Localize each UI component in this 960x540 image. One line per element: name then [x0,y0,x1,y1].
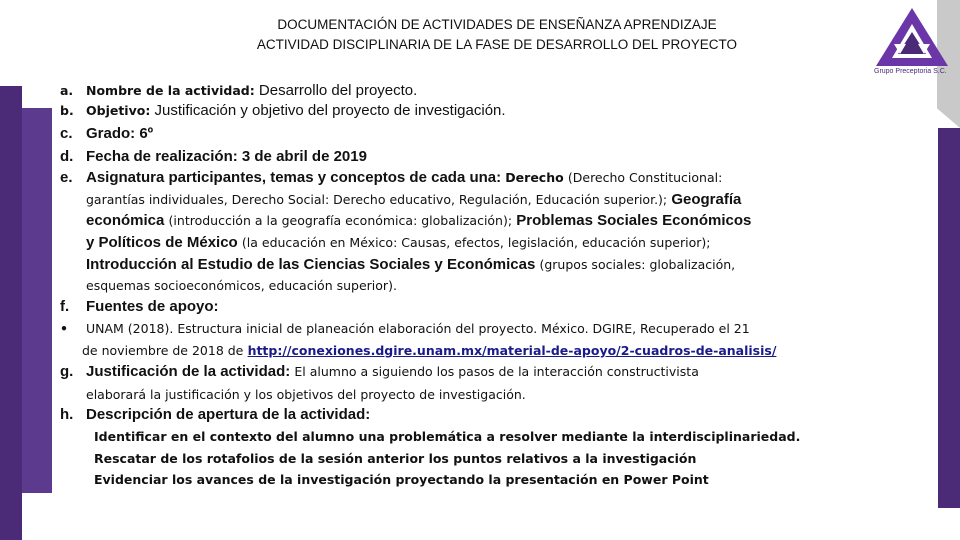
item-c-label: Grado: 6º [86,125,154,142]
subject-geografia-2: económica [86,212,165,229]
item-c [60,124,153,144]
source-entry-line-2 [82,341,776,361]
subject-derecho: Derecho [505,170,564,185]
left-accent-bar [0,86,22,540]
item-d [60,147,367,167]
item-e-line-6 [86,275,397,296]
item-h-label: Descripción de apertura de la actividad: [86,406,371,423]
subject-introduccion: Introducción al Estudio de las Ciencias Sociales y Económicas [86,256,536,273]
item-e-line-3 [86,210,751,231]
document-title [212,15,782,55]
item-marker: a. [60,83,74,98]
left-accent-bar-inner [22,108,52,493]
item-marker: h. [60,406,74,423]
title-line-1: DOCUMENTACIÓN DE ACTIVIDADES DE ENSEÑANZA APRENDIZAJE [277,17,717,32]
source-link[interactable]: http://conexiones.dgire.unam.mx/material-de-apoyo/2-cuadros-de-analisis/ [247,343,777,358]
item-marker: c. [60,125,73,142]
subject-problemas-detail: (la educación en México: Causas, efectos, legislación, educación superior); [241,235,711,250]
item-b-value: Justificación y objetivo del proyecto de investigación. [154,102,506,119]
item-f [60,297,219,317]
item-e-line-5 [86,254,735,275]
logo-caption: Grupo Preceptoria S.C. [874,68,947,75]
item-e-line-2 [86,189,741,210]
item-marker: d. [60,148,74,165]
item-g-label: Justificación de la actividad: [86,363,291,380]
item-h [60,405,370,425]
subject-introduccion-detail-2: esquemas socioeconómicos, educación superior). [86,278,397,293]
item-marker: g. [60,363,74,380]
item-e [60,168,722,188]
item-g [60,362,699,382]
item-a-value: Desarrollo del proyecto. [258,82,418,99]
item-b [60,101,506,121]
item-g-value: El alumno a siguiendo los pasos de la interacción constructivista [294,364,699,379]
item-g-value-2: elaborará la justificación y los objetivos del proyecto de investigación. [86,387,526,402]
subject-derecho-detail: (Derecho Constitucional: [567,170,723,185]
subject-problemas: Problemas Sociales Económicos [516,212,752,229]
activity-item: Identificar en el contexto del alumno una problemática a resolver mediante la interdisciplinariedad. [94,429,801,444]
item-e-line-4 [86,232,710,253]
right-accent-bar [938,128,960,508]
subject-introduccion-detail: (grupos sociales: globalización, [539,257,736,272]
subject-geografia: Geografía [671,191,742,208]
title-line-2: ACTIVIDAD DISCIPLINARIA DE LA FASE DE DESARROLLO DEL PROYECTO [256,37,738,52]
item-e-label: Asignatura participantes, temas y conceptos de cada una: [86,169,502,186]
bullet-icon: • [60,321,68,336]
subject-geografia-detail: (introducción a la geografía económica: globalización); [168,213,513,228]
item-marker: b. [60,103,74,118]
item-f-label: Fuentes de apoyo: [86,298,219,315]
item-a-label: Nombre de la actividad: [86,83,255,98]
item-marker: f. [60,298,70,315]
subject-derecho-detail-2: garantías individuales, Derecho Social: Derecho educativo, Regulación, Educación superior.); [86,192,668,207]
item-d-label: Fecha de realización: 3 de abril de 2019 [86,148,367,165]
item-a [60,81,417,101]
item-b-label: Objetivo: [86,103,151,118]
source-entry [60,319,750,339]
activity-item: Rescatar de los rotafolios de la sesión anterior los puntos relativos a la investigación [94,451,697,466]
source-line-2: de noviembre de 2018 de [82,343,244,358]
document-content [52,0,937,493]
subject-problemas-2: y Políticos de México [86,234,238,251]
source-line-1: UNAM (2018). Estructura inicial de planeación elaboración del proyecto. México. DGIRE, Recuperado el 21 [86,321,750,336]
item-marker: e. [60,169,73,186]
activity-item: Evidenciar los avances de la investigación proyectando la presentación en Power Point [94,472,709,487]
item-g-line-2 [86,384,526,405]
